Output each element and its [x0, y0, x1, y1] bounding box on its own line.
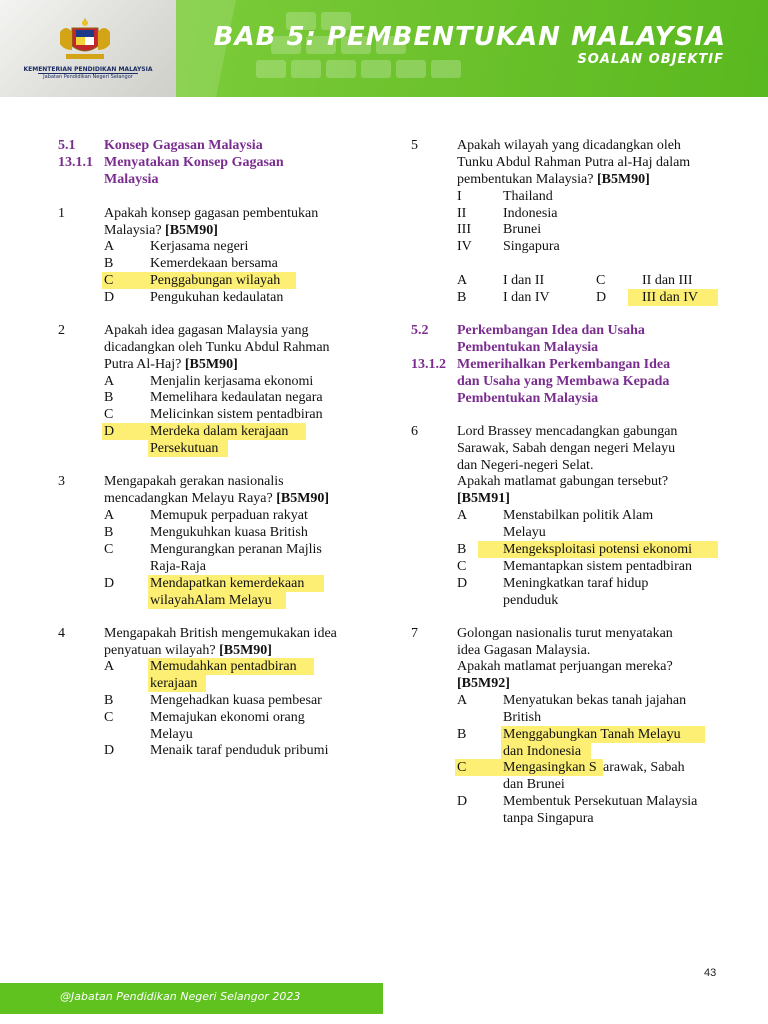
option-letter: A	[457, 693, 468, 708]
option-b-highlighted	[478, 541, 718, 558]
option-letter: D	[457, 794, 468, 809]
option-letter: A	[457, 273, 468, 288]
option-text: kerajaan	[150, 676, 198, 691]
option-d-highlighted	[148, 575, 324, 592]
question-stem-cont: Apakah matlamat perjuangan mereka?	[457, 659, 673, 674]
option-letter: B	[104, 693, 114, 708]
subsection-number: 13.1.2	[411, 357, 446, 372]
stem-text: Putra Al-Haj?	[104, 357, 185, 372]
option-letter: C	[457, 760, 467, 775]
option-b: I dan IV	[503, 290, 550, 305]
question-number: 7	[411, 626, 418, 641]
page-number: 43	[704, 967, 717, 979]
option-b: Kemerdekaan bersama	[150, 256, 278, 271]
option-letter: A	[104, 374, 115, 389]
option-d-cont: tanpa Singapura	[503, 811, 594, 826]
option-letter: B	[104, 256, 114, 271]
section-number: 5.1	[58, 138, 76, 153]
question-stem: Mengapakah gerakan nasionalis	[104, 474, 284, 489]
roman-numeral: I	[457, 189, 462, 204]
question-stem-cont	[104, 356, 238, 373]
option-c: Memantapkan sistem pentadbiran	[503, 559, 692, 574]
question-stem-cont	[457, 171, 650, 188]
option-letter: B	[457, 290, 467, 305]
option-text: Memudahkan pentadbiran	[150, 659, 297, 674]
roman-numeral: II	[457, 206, 467, 221]
option-a-cont: British	[503, 710, 542, 725]
question-stem-cont: dan Negeri-negeri Selat.	[457, 458, 594, 473]
option-text: Mengeksploitasi potensi ekonomi	[503, 542, 692, 557]
question-number: 2	[58, 323, 65, 338]
question-stem-cont	[104, 490, 329, 507]
title-banner	[176, 0, 768, 97]
option-b: Memelihara kedaulatan negara	[150, 390, 323, 405]
subsection-number: 13.1.1	[58, 155, 93, 170]
option-d-highlighted-cont	[148, 592, 286, 609]
question-number: 4	[58, 626, 65, 641]
question-stem: Apakah konsep gagasan pembentukan	[104, 206, 319, 221]
section-title-cont: Pembentukan Malaysia	[457, 340, 599, 355]
option-a: Menyatukan bekas tanah jajahan	[503, 693, 687, 708]
option-d: Pengukuhan kedaulatan	[150, 290, 284, 305]
list-item: Brunei	[503, 222, 542, 237]
option-letter: B	[457, 727, 467, 742]
option-text: Mengasingkan S	[503, 760, 597, 775]
option-d: Menaik taraf penduduk pribumi	[150, 743, 329, 758]
option-letter: B	[457, 542, 467, 557]
subsection-title: Menyatakan Konsep Gagasan	[104, 155, 284, 170]
question-stem-cont: Apakah matlamat gabungan tersebut?	[457, 474, 669, 489]
option-d-highlighted	[628, 289, 718, 306]
subsection-title-cont: Pembentukan Malaysia	[457, 391, 599, 406]
option-c: Mengurangkan peranan Majlis	[150, 542, 322, 557]
question-stem: Apakah wilayah yang dicadangkan oleh	[457, 138, 681, 153]
option-letter: D	[104, 743, 115, 758]
roman-numeral: III	[457, 222, 471, 237]
option-letter: D	[104, 290, 115, 305]
option-text: Penggabungan wilayah	[150, 273, 281, 288]
question-stem-cont	[104, 642, 272, 659]
option-b: Mengukuhkan kuasa British	[150, 525, 308, 540]
question-code: [B5M92]	[457, 676, 510, 691]
list-item: Thailand	[503, 189, 553, 204]
option-letter: D	[596, 290, 607, 305]
option-c-cont: dan Brunei	[503, 777, 565, 792]
option-c: II dan III	[642, 273, 693, 288]
subsection-title-cont: dan Usaha yang Membawa Kepada	[457, 374, 670, 389]
question-stem-cont: Sarawak, Sabah dengan negeri Melayu	[457, 441, 676, 456]
chapter-title: BAB 5: PEMBENTUKAN MALAYSIA	[213, 22, 726, 52]
department-name: Jabatan Pendidikan Negeri Selangor	[43, 74, 133, 80]
option-d: Membentuk Persekutuan Malaysia	[503, 794, 698, 809]
question-code: [B5M90]	[219, 643, 272, 658]
option-c-rest: arawak, Sabah	[603, 760, 685, 775]
list-item: Indonesia	[503, 206, 558, 221]
option-text: Menggabungkan Tanah Melayu	[503, 727, 681, 742]
option-a-highlighted-cont	[148, 675, 206, 692]
question-stem-cont	[104, 222, 218, 239]
section-number: 5.2	[411, 323, 429, 338]
option-text: III dan IV	[642, 290, 698, 305]
list-item: Singapura	[503, 239, 560, 254]
option-letter: C	[104, 407, 114, 422]
option-a: Menjalin kerjasama ekonomi	[150, 374, 314, 389]
question-code: [B5M90]	[165, 223, 218, 238]
option-a-highlighted	[148, 658, 314, 675]
option-text: Merdeka dalam kerajaan	[150, 424, 289, 439]
option-a: Kerjasama negeri	[150, 239, 249, 254]
option-text: Mendapatkan kemerdekaan	[150, 576, 305, 591]
option-a: Menstabilkan politik Alam	[503, 508, 654, 523]
option-b-highlighted-cont	[501, 743, 591, 760]
question-code: [B5M90]	[596, 172, 650, 187]
option-b-highlighted	[501, 726, 705, 743]
question-number: 5	[411, 138, 418, 153]
option-c-highlighted	[102, 272, 296, 289]
stem-text: penyatuan wilayah?	[104, 643, 220, 658]
option-letter: A	[104, 508, 115, 523]
option-letter: B	[104, 525, 114, 540]
option-letter: D	[104, 424, 115, 439]
subsection-title: Memerihalkan Perkembangan Idea	[457, 357, 671, 372]
option-text: wilayahAlam Melayu	[150, 593, 272, 608]
option-letter: C	[104, 273, 114, 288]
option-a-cont: Melayu	[503, 525, 546, 540]
question-stem-cont: dicadangkan oleh Tunku Abdul Rahman	[104, 340, 330, 355]
option-letter: C	[457, 559, 467, 574]
option-c-highlighted	[455, 759, 603, 776]
stem-text: Malaysia?	[104, 223, 166, 238]
section-title: Konsep Gagasan Malaysia	[104, 138, 263, 153]
question-stem: Mengapakah British mengemukakan idea	[104, 626, 337, 641]
option-c-cont: Raja-Raja	[150, 559, 206, 574]
option-a: I dan II	[503, 273, 545, 288]
option-text: Persekutuan	[150, 441, 219, 456]
question-stem-cont: idea Gagasan Malaysia.	[457, 643, 591, 658]
stem-text: pembentukan Malaysia?	[457, 172, 597, 187]
option-text: dan Indonesia	[503, 744, 582, 759]
footer-credit: @Jabatan Pendidikan Negeri Selangor 2023	[60, 990, 301, 1003]
option-d: Meningkatkan taraf hidup	[503, 576, 649, 591]
option-letter: C	[596, 273, 606, 288]
option-b: Mengehadkan kuasa pembesar	[150, 693, 322, 708]
section-title: Perkembangan Idea dan Usaha	[457, 323, 645, 338]
option-letter: B	[104, 390, 114, 405]
page-header	[0, 0, 768, 97]
question-code: [B5M91]	[457, 491, 510, 506]
option-c-cont: Melayu	[150, 727, 193, 742]
option-letter: A	[104, 659, 115, 674]
question-stem: Lord Brassey mencadangkan gabungan	[457, 424, 678, 439]
option-d-highlighted	[102, 423, 306, 440]
subsection-title-cont: Malaysia	[104, 172, 159, 187]
option-d-highlighted-cont	[148, 440, 228, 457]
option-letter: C	[104, 710, 114, 725]
chapter-subtitle: SOALAN OBJEKTIF	[577, 52, 724, 67]
stem-text: mencadangkan Melayu Raya?	[104, 491, 277, 506]
option-letter: D	[457, 576, 468, 591]
option-d-cont: penduduk	[503, 593, 559, 608]
coat-of-arms-logo	[52, 14, 118, 64]
ministry-name: KEMENTERIAN PENDIDIKAN MALAYSIA	[23, 66, 153, 73]
question-number: 6	[411, 424, 418, 439]
option-c: Melicinkan sistem pentadbiran	[150, 407, 323, 422]
question-code: [B5M90]	[184, 357, 238, 372]
option-c: Memajukan ekonomi orang	[150, 710, 305, 725]
option-letter: D	[104, 576, 115, 591]
option-letter: C	[104, 542, 114, 557]
roman-numeral: IV	[457, 239, 472, 254]
question-number: 3	[58, 474, 65, 489]
question-stem-cont: Tunku Abdul Rahman Putra al-Haj dalam	[457, 155, 691, 170]
question-number: 1	[58, 206, 65, 221]
question-code: [B5M90]	[276, 491, 330, 506]
option-letter: A	[104, 239, 115, 254]
question-stem: Golongan nasionalis turut menyatakan	[457, 626, 673, 641]
logo-panel	[0, 0, 176, 97]
question-stem: Apakah idea gagasan Malaysia yang	[104, 323, 309, 338]
option-letter: A	[457, 508, 468, 523]
option-a: Memupuk perpaduan rakyat	[150, 508, 308, 523]
